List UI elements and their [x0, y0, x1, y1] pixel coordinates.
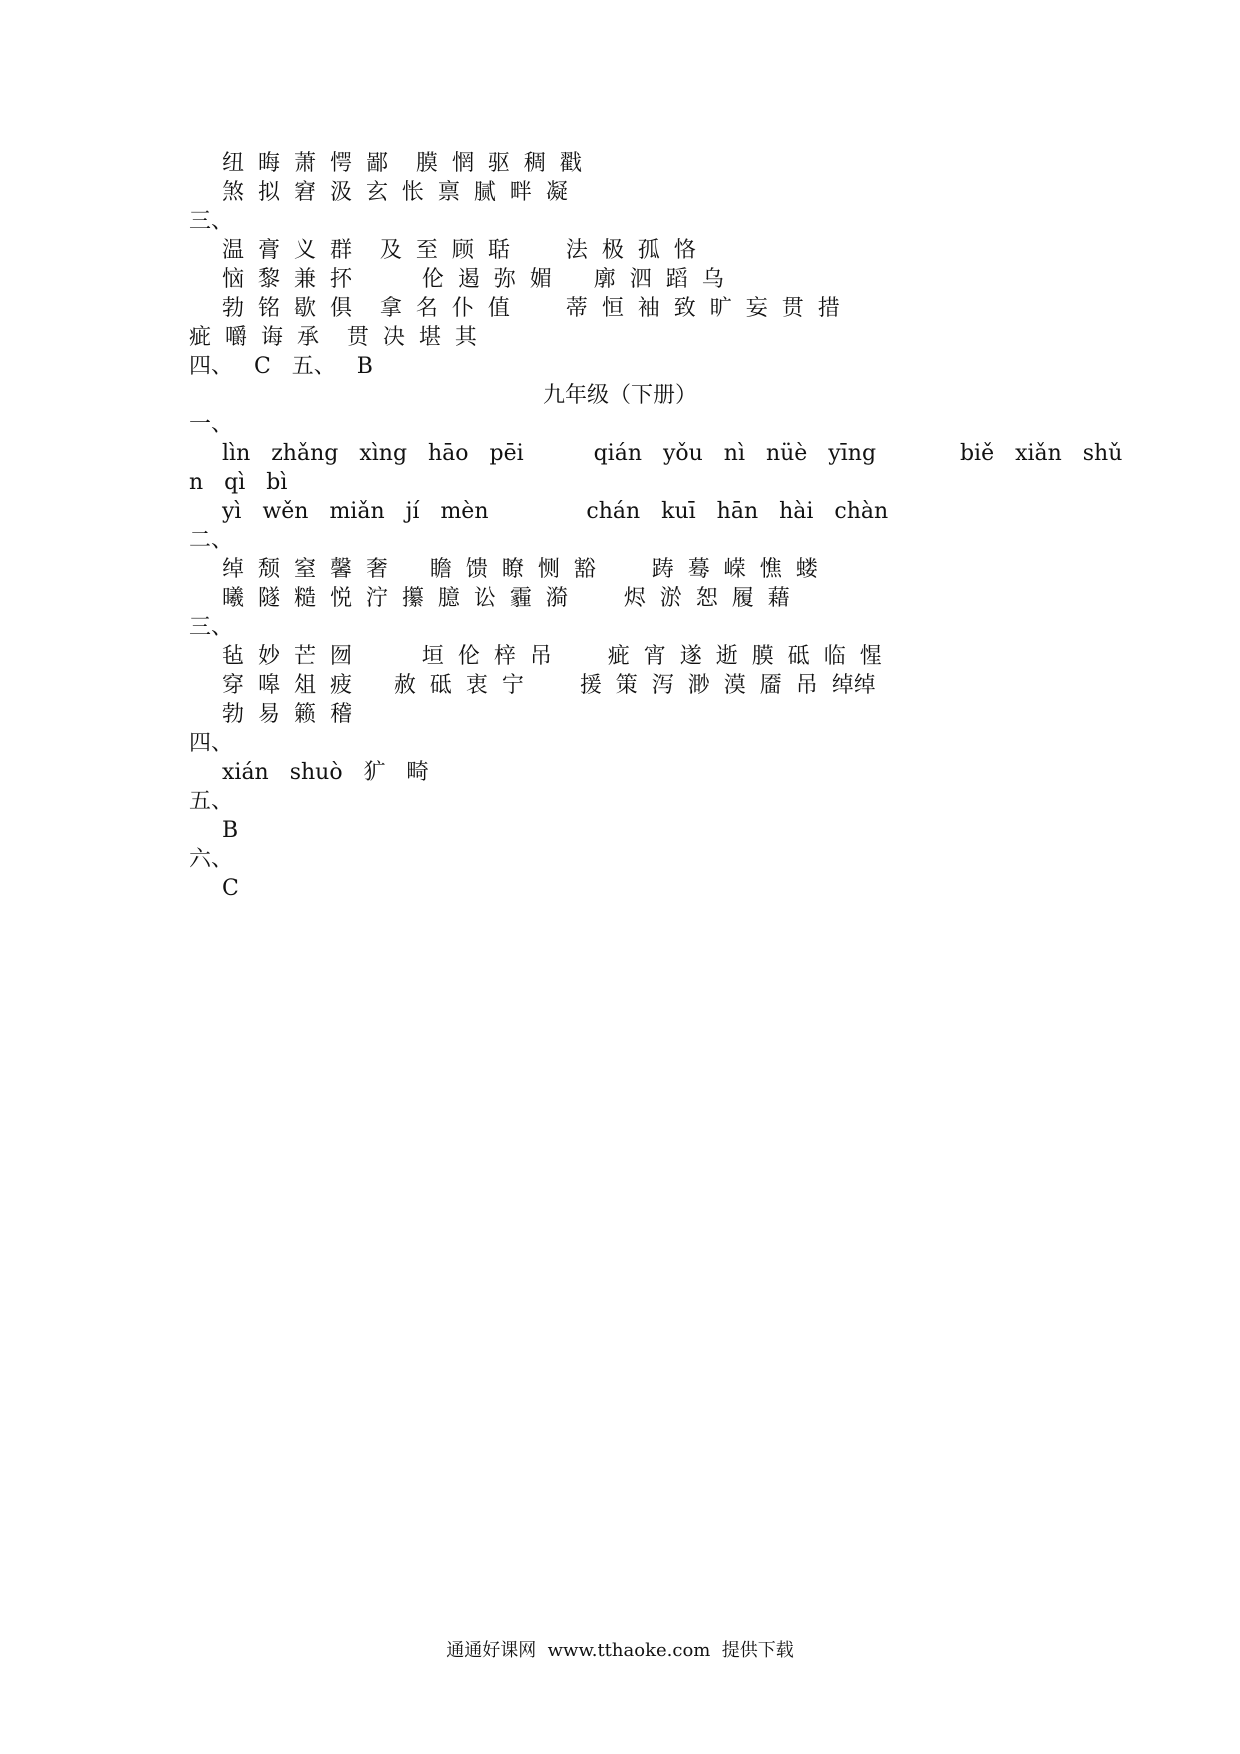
- section-heading-san-2: 三、: [189, 615, 234, 640]
- answer-wu: B: [222, 818, 239, 843]
- answer-line-2: 煞 拟 窘 汲 玄 怅 禀 腻 畔 凝: [222, 180, 568, 205]
- pinyin-line-3: yì wěn miǎn jí mèn chán kuī hān hài chàn: [222, 499, 889, 524]
- answer-line-19: 穿 嗥 俎 疲 赦 砥 衷 宁 援 策 泻 渺 漠 靥 吊 绰绰: [222, 673, 876, 698]
- section-heading-yi: 一、: [189, 412, 234, 437]
- pinyin-line-2: n qì bì: [189, 470, 288, 495]
- section-heading-wu: 五、: [189, 789, 234, 814]
- answer-line-20: 勃 易 籁 稽: [222, 702, 352, 727]
- page-footer: 通通好课网 www.tthaoke.com 提供下载: [446, 1640, 794, 1661]
- answer-line-4: 温 膏 义 群 及 至 顾 聒 法 极 孤 恪: [222, 238, 696, 263]
- answer-line-15: 绰 颓 窒 馨 奢 瞻 馈 瞭 恻 豁 踌 蓦 嵘 憔 蝼: [222, 557, 818, 582]
- section-heading-liu: 六、: [189, 847, 234, 872]
- section-heading-si: 四、: [189, 731, 234, 756]
- answer-line-18: 毡 妙 芒 囫 垣 伦 梓 吊 疵 宵 遂 逝 膜 砥 临 惺: [222, 644, 882, 669]
- answer-line-22: xián shuò 犷 畸: [222, 760, 429, 785]
- section-heading-er: 二、: [189, 528, 234, 553]
- answer-line-7: 疵 嚼 诲 承 贯 决 堪 其: [189, 325, 477, 350]
- answer-line-6: 勃 铭 歇 俱 拿 名 仆 值 蒂 恒 袖 致 旷 妄 贯 措: [222, 296, 840, 321]
- answer-line-1: 纽 晦 萧 愕 鄙 膜 惘 驱 稠 戳: [222, 151, 582, 176]
- section-heading-san: 三、: [189, 209, 234, 234]
- answer-line-16: 曦 隧 糙 悦 泞 攥 臆 讼 霾 漪 烬 淤 恕 履 藉: [222, 586, 790, 611]
- section-title-grade9-vol2: 九年级（下册）: [542, 383, 697, 408]
- pinyin-line-1: lìn zhǎng xìng hāo pēi qián yǒu nì nüè yīng biě xiǎn shǔ: [222, 441, 1123, 466]
- answer-line-8: 四、 C 五、 B: [189, 354, 373, 379]
- answer-liu: C: [222, 876, 239, 901]
- answer-line-5: 恼 黎 兼 抔 伦 遏 弥 媚 廓 泗 蹈 乌: [222, 267, 724, 292]
